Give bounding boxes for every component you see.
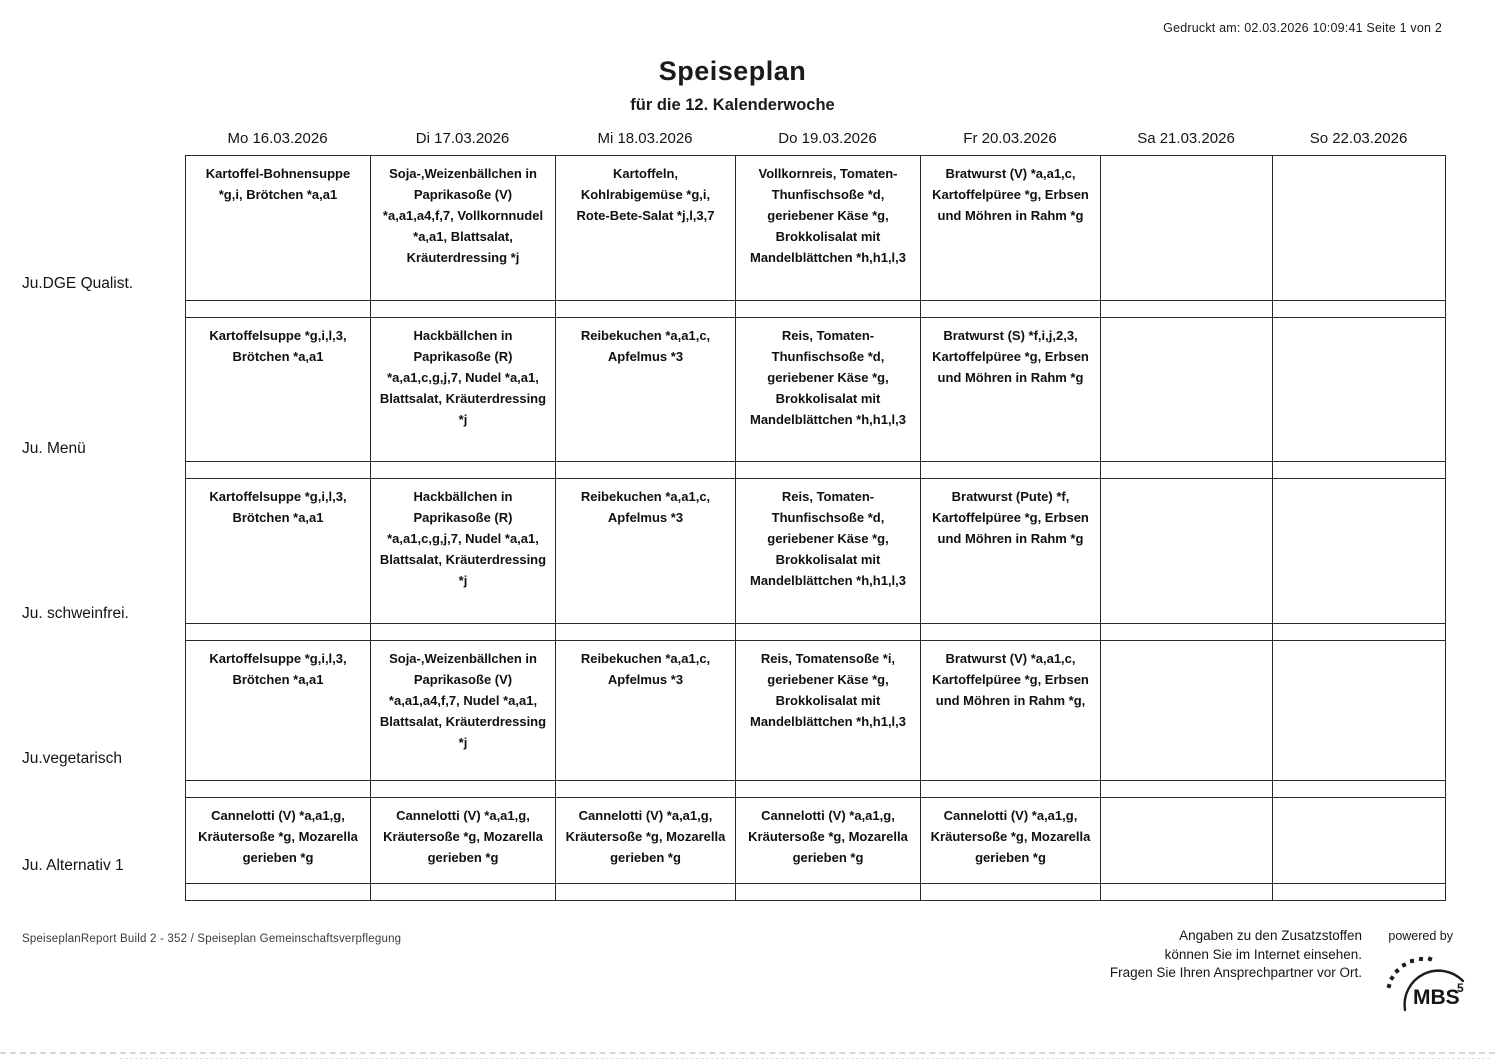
menu-cell-empty — [1273, 798, 1446, 884]
spacer-cell — [736, 301, 921, 318]
spacer-cell — [186, 884, 371, 901]
spacer-cell — [371, 624, 556, 641]
day-header-do: Do 19.03.2026 — [778, 130, 877, 147]
day-header-so: So 22.03.2026 — [1309, 130, 1408, 147]
spacer-cell — [556, 301, 736, 318]
menu-cell-empty — [1101, 156, 1273, 301]
row-label-menue: Ju. Menü — [22, 440, 86, 457]
table-row-dge-qualist — [186, 156, 1446, 301]
spacer-cell — [1101, 462, 1273, 479]
menu-cell: Cannelotti (V) *a,a1,g, Kräutersoße *g, Mozarella gerieben *g — [736, 798, 921, 884]
spacer-row — [186, 462, 1446, 479]
row-label-dge-qualist: Ju.DGE Qualist. — [22, 275, 134, 292]
menu-cell: Cannelotti (V) *a,a1,g, Kräutersoße *g, Mozarella gerieben *g — [556, 798, 736, 884]
menu-cell: Reis, Tomaten-Thunfischsoße *d, geriebener Käse *g, Brokkolisalat mit Mandelblättchen *h,h1,l,3 — [736, 479, 921, 624]
scan-artifact-line-2 — [120, 1058, 1490, 1059]
table-row-vegetarisch — [186, 641, 1446, 781]
row-label-alternativ-1: Ju. Alternativ 1 — [22, 857, 124, 874]
day-header-mi: Mi 18.03.2026 — [597, 130, 693, 147]
additives-note-line3: Fragen Sie Ihren Ansprechpartner vor Ort. — [1109, 965, 1362, 981]
page-title: Speiseplan — [658, 56, 807, 86]
menu-cell: Soja-,Weizenbällchen in Paprikasoße (V) *a,a1,a4,f,7, Nudel *a,a1, Blattsalat, Kräuterdressing *j — [371, 641, 556, 781]
spacer-cell — [921, 301, 1101, 318]
menu-cell: Bratwurst (V) *a,a1,c, Kartoffelpüree *g, Erbsen und Möhren in Rahm *g, — [921, 641, 1101, 781]
spacer-cell — [1273, 624, 1446, 641]
scan-artifact-line — [0, 1052, 1495, 1054]
spacer-cell — [736, 462, 921, 479]
table-row-schweinfrei — [186, 479, 1446, 624]
row-label-schweinfrei: Ju. schweinfrei. — [22, 605, 129, 622]
spacer-cell — [921, 624, 1101, 641]
menu-cell: Bratwurst (Pute) *f, Kartoffelpüree *g, Erbsen und Möhren in Rahm *g — [921, 479, 1101, 624]
menu-cell: Soja-,Weizenbällchen in Paprikasoße (V) *a,a1,a4,f,7, Vollkornnudel *a,a1, Blattsalat, Kräuterdressing *j — [371, 156, 556, 301]
menu-cell: Hackbällchen in Paprikasoße (R) *a,a1,c,g,j,7, Nudel *a,a1, Blattsalat, Kräuterdressing *j — [371, 318, 556, 462]
menu-cell: Kartoffeln, Kohlrabigemüse *g,i, Rote-Bete-Salat *j,l,3,7 — [556, 156, 736, 301]
title-block — [375, 56, 1090, 115]
spacer-cell — [186, 462, 371, 479]
spacer-cell — [921, 781, 1101, 798]
spacer-cell — [186, 781, 371, 798]
spacer-cell — [736, 884, 921, 901]
page-subtitle: für die 12. Kalenderwoche — [630, 96, 835, 114]
additives-note-line2: können Sie im Internet einsehen. — [1164, 946, 1362, 962]
printed-timestamp: Gedruckt am: 02.03.2026 10:09:41 Seite 1 von 2 — [1163, 21, 1442, 35]
spacer-cell — [556, 884, 736, 901]
spacer-cell — [1101, 301, 1273, 318]
mbs-logo-icon — [1383, 948, 1469, 1014]
menu-cell: Reibekuchen *a,a1,c, Apfelmus *3 — [556, 318, 736, 462]
menu-cell-empty — [1101, 641, 1273, 781]
menu-cell: Reibekuchen *a,a1,c, Apfelmus *3 — [556, 641, 736, 781]
menu-cell: Reis, Tomatensoße *i, geriebener Käse *g, Brokkolisalat mit Mandelblättchen *h,h1,l,3 — [736, 641, 921, 781]
spacer-cell — [1101, 624, 1273, 641]
menu-cell-empty — [1273, 641, 1446, 781]
day-header-di: Di 17.03.2026 — [415, 130, 510, 147]
mbs-logo-sup: 5 — [1457, 981, 1464, 995]
menu-cell: Hackbällchen in Paprikasoße (R) *a,a1,c,g,j,7, Nudel *a,a1, Blattsalat, Kräuterdressing *j — [371, 479, 556, 624]
menu-cell: Reibekuchen *a,a1,c, Apfelmus *3 — [556, 479, 736, 624]
spacer-cell — [736, 624, 921, 641]
spacer-row — [186, 624, 1446, 641]
spacer-cell — [1273, 781, 1446, 798]
menu-cell: Cannelotti (V) *a,a1,g, Kräutersoße *g, Mozarella gerieben *g — [921, 798, 1101, 884]
spacer-cell — [1273, 462, 1446, 479]
spacer-cell — [371, 301, 556, 318]
spacer-cell — [1273, 884, 1446, 901]
menu-cell-empty — [1101, 798, 1273, 884]
spacer-cell — [1101, 781, 1273, 798]
day-header-sa: Sa 21.03.2026 — [1137, 130, 1235, 147]
day-header-fr: Fr 20.03.2026 — [963, 130, 1057, 147]
additives-note — [1110, 927, 1362, 983]
menu-cell-empty — [1273, 479, 1446, 624]
menu-cell: Kartoffel-Bohnensuppe *g,i, Brötchen *a,a1 — [186, 156, 371, 301]
spacer-cell — [1101, 884, 1273, 901]
spacer-cell — [921, 884, 1101, 901]
spacer-row — [186, 884, 1446, 901]
spacer-cell — [921, 462, 1101, 479]
row-label-vegetarisch: Ju.vegetarisch — [22, 750, 122, 767]
menu-cell: Bratwurst (V) *a,a1,c, Kartoffelpüree *g, Erbsen und Möhren in Rahm *g — [921, 156, 1101, 301]
menu-cell: Reis, Tomaten-Thunfischsoße *d, geriebener Käse *g, Brokkolisalat mit Mandelblättchen *h,h1,l,3 — [736, 318, 921, 462]
day-header-mo: Mo 16.03.2026 — [227, 130, 328, 147]
day-header-row — [185, 130, 1445, 147]
spacer-cell — [186, 624, 371, 641]
spacer-cell — [556, 462, 736, 479]
menu-cell: Vollkornreis, Tomaten-Thunfischsoße *d, geriebener Käse *g, Brokkolisalat mit Mandelblättchen *h,h1,l,3 — [736, 156, 921, 301]
spacer-cell — [371, 462, 556, 479]
menu-cell-empty — [1273, 156, 1446, 301]
spacer-cell — [186, 301, 371, 318]
spacer-row — [186, 301, 1446, 318]
menu-cell: Kartoffelsuppe *g,i,l,3, Brötchen *a,a1 — [186, 318, 371, 462]
spacer-cell — [1273, 301, 1446, 318]
menu-cell: Cannelotti (V) *a,a1,g, Kräutersoße *g, Mozarella gerieben *g — [371, 798, 556, 884]
additives-note-line1: Angaben zu den Zusatzstoffen — [1179, 928, 1362, 943]
spacer-cell — [556, 624, 736, 641]
table-row-alternativ-1 — [186, 798, 1446, 884]
menu-cell: Kartoffelsuppe *g,i,l,3, Brötchen *a,a1 — [186, 641, 371, 781]
report-version-text: SpeiseplanReport Build 2 - 352 / Speiseplan Gemeinschaftsverpflegung — [22, 933, 402, 945]
menu-cell: Kartoffelsuppe *g,i,l,3, Brötchen *a,a1 — [186, 479, 371, 624]
spacer-cell — [371, 781, 556, 798]
menu-table — [185, 155, 1446, 901]
menu-cell: Bratwurst (S) *f,i,j,2,3, Kartoffelpüree *g, Erbsen und Möhren in Rahm *g — [921, 318, 1101, 462]
menu-cell-empty — [1273, 318, 1446, 462]
spacer-cell — [371, 884, 556, 901]
mbs-logo-text: MBS — [1413, 986, 1460, 1009]
menu-cell-empty — [1101, 479, 1273, 624]
powered-by-label: powered by — [1388, 929, 1453, 943]
spacer-cell — [556, 781, 736, 798]
spacer-cell — [736, 781, 921, 798]
table-row-menue — [186, 318, 1446, 462]
spacer-row — [186, 781, 1446, 798]
menu-cell-empty — [1101, 318, 1273, 462]
menu-cell: Cannelotti (V) *a,a1,g, Kräutersoße *g, Mozarella gerieben *g — [186, 798, 371, 884]
